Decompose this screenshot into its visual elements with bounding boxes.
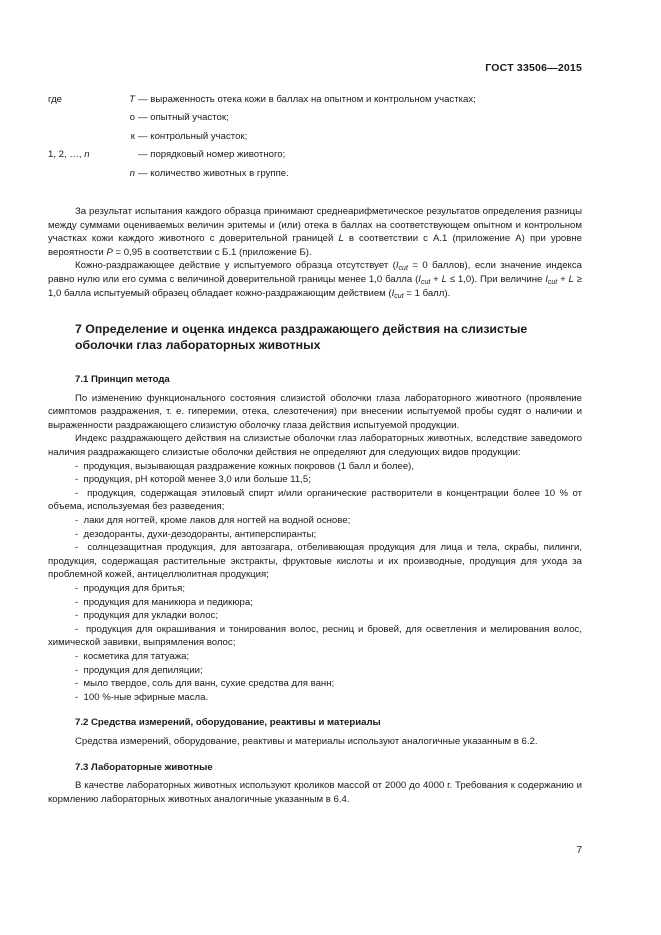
definition-row bbox=[48, 148, 582, 166]
list-item: - мыло твердое, соль для ванн, сухие средства для ванн; bbox=[75, 678, 335, 690]
list-item: - продукция, pH которой менее 3,0 или больше 11,5; bbox=[75, 474, 311, 486]
definition-lead: где bbox=[48, 94, 63, 105]
symbol-l: L bbox=[441, 273, 447, 285]
text-run: = 0,95 в соответствии с Б.1 (приложение Б). bbox=[112, 246, 312, 258]
list-item: - 100 %-ные эфирные масла. bbox=[75, 691, 209, 703]
list-item-text: продукция для бритья; bbox=[83, 583, 185, 595]
list-item: - лаки для ногтей, кроме лаков для ногтей на водной основе; bbox=[75, 515, 351, 527]
definition-symbol: n bbox=[129, 167, 135, 179]
paragraph-principle: По изменению функционального состояния слизистой оболочки глаза лабораторного животного (проявление симптомов раздражения, т. е. гиперемии, отека, слезотечения) при внесении испытуемой пробы судят о наличии и выраженности раздражающего слизистую оболочку глаза действия испытуемой продукции. bbox=[48, 392, 582, 431]
list-item: - солнцезащитная продукция, для автозагара, отбеливающая продукция для лица и тела, скрабы, пилинги, продукция, содержащая растительные экстракты, фруктовые кислоты и их производные, продукция для ухода за проблемной кожей, антицеллюлитная продукция; bbox=[48, 542, 582, 581]
symbol-i: I bbox=[391, 287, 395, 299]
list-item: - дезодоранты, духи-дезодоранты, антиперспиранты; bbox=[75, 528, 317, 540]
list-item-text: продукция, вызывающая раздражение кожных покровов (1 балл и более), bbox=[83, 460, 415, 472]
list-item-text: мыло твердое, соль для ванн, сухие средства для ванн; bbox=[83, 678, 335, 690]
definitions-list bbox=[48, 93, 582, 185]
symbol-i: I bbox=[418, 273, 421, 285]
symbol-i: I bbox=[545, 273, 548, 285]
list-item-text: продукция, pH которой менее 3,0 или больше 11,5; bbox=[83, 474, 311, 486]
list-item: - продукция для окрашивания и тонирования волос, ресниц и бровей, для осветления и мелирования волос, химической завивки, выпрямления волос; bbox=[48, 623, 582, 649]
text-run: + bbox=[557, 273, 569, 285]
page-content bbox=[48, 93, 582, 806]
list-item: - продукция для депиляции; bbox=[75, 664, 203, 676]
definition-text: — контрольный участок; bbox=[138, 130, 248, 142]
subscript-cut: cut bbox=[394, 292, 404, 300]
text-run: в соответствии с А.1 (приложение А) при уровне вероятности bbox=[48, 233, 582, 258]
subsection-7-3-title: 7.3 Лабораторные животные bbox=[75, 761, 213, 773]
symbol-l: L bbox=[568, 273, 574, 285]
paragraph-index-exclusions: Индекс раздражающего действия на слизистые оболочки глаз лабораторных животных, вследствие заведомого наличия раздражающего слизистые оболочки действия не определяют для следующих видов продукции: bbox=[48, 433, 582, 459]
subsection-7-2-title: 7.2 Средства измерений, оборудование, реактивы и материалы bbox=[75, 717, 381, 729]
definition-text: — опытный участок; bbox=[138, 112, 229, 124]
definition-row bbox=[48, 167, 582, 185]
list-item-text: продукция для укладки волос; bbox=[83, 610, 219, 622]
document-header: ГОСТ 33506—2015 bbox=[485, 62, 582, 74]
list-item: - продукция, вызывающая раздражение кожных покровов (1 балл и более), bbox=[75, 460, 415, 472]
paragraph-instruments: Средства измерений, оборудование, реактивы и материалы используют аналогичные указанным в 6.2. bbox=[75, 735, 538, 747]
definition-symbol: T bbox=[129, 94, 135, 105]
definition-symbol: о bbox=[129, 112, 135, 124]
definition-text: — количество животных в группе. bbox=[138, 167, 289, 179]
definition-row bbox=[48, 111, 582, 129]
list-item-text: продукция для окрашивания и тонирования волос, ресниц и бровей, для осветления и мелирования волос, химической завивки, выпрямления волос; bbox=[48, 623, 582, 649]
text-run: + bbox=[430, 273, 442, 285]
definition-text: — порядковый номер животного; bbox=[138, 149, 286, 161]
text-run: ≥ 1,0 балла испытуемый образец обладает кожно-раздражающим действием ( bbox=[48, 273, 583, 299]
list-item-text: продукция, содержащая этиловый спирт и/или органические растворители в концентрации более 10 % от объема, используемая без разведения; bbox=[48, 487, 582, 513]
symbol-l: L bbox=[338, 233, 344, 245]
section-7-title: 7 Определение и оценка индекса раздражающего действия на слизистые оболочки глаз лабораторных животных bbox=[75, 322, 528, 353]
text-run: За результат испытания каждого образца принимают среднеарифметическое результатов определения разницы между суммами оцениваемых величин эритемы и (или) отека в баллах на соответствующем опытном и контрольном участках кожи каждого животного с доверительной границей bbox=[48, 205, 582, 245]
definition-text: — выраженность отека кожи в баллах на опытном и контрольном участках; bbox=[138, 94, 476, 105]
definition-symbol: n bbox=[84, 149, 90, 161]
subscript-cut: cut bbox=[547, 278, 558, 286]
text-run: Кожно-раздражающее действие у испытуемого образца отсутствует ( bbox=[75, 260, 396, 272]
symbol-p: P bbox=[106, 246, 113, 258]
subscript-cut: cut bbox=[420, 278, 431, 286]
list-item: - продукция для маникюра и педикюра; bbox=[75, 596, 253, 608]
list-item: - косметика для татуажа; bbox=[75, 650, 190, 662]
paragraph-result bbox=[48, 205, 582, 259]
text-run: = 0 баллов), если значение индекса равно нулю или его сумма с величиной доверительной границы менее 1,0 балла ( bbox=[48, 260, 582, 285]
definition-symbol: к bbox=[130, 130, 135, 142]
text-run: ≤ 1,0). При величине bbox=[446, 273, 546, 285]
list-item: - продукция, содержащая этиловый спирт и/или органические растворители в концентрации более 10 % от объема, используемая без разведения; bbox=[48, 487, 582, 513]
list-item-text: продукция для депиляции; bbox=[83, 664, 203, 676]
list-item-text: солнцезащитная продукция, для автозагара, отбеливающая продукция для лица и тела, скрабы, пилинги, продукция, содержащая растительные экстракты, фруктовые кислоты и их производные, продукция для ухода за проблемной кожей, антицеллюлитная продукция; bbox=[48, 542, 582, 581]
list-item-text: 100 %-ные эфирные масла. bbox=[83, 691, 209, 703]
list-item-text: дезодоранты, духи-дезодоранты, антиперспиранты; bbox=[83, 528, 317, 540]
list-item-text: лаки для ногтей, кроме лаков для ногтей на водной основе; bbox=[83, 515, 351, 527]
subsection-7-1-title: 7.1 Принцип метода bbox=[75, 374, 170, 386]
page-number: 7 bbox=[576, 845, 582, 856]
list-item: - продукция для укладки волос; bbox=[75, 610, 219, 622]
paragraph-irritation-absent bbox=[48, 259, 582, 300]
exclusions-list bbox=[48, 460, 582, 705]
symbol-i: I bbox=[395, 260, 399, 272]
list-item-text: косметика для татуажа; bbox=[83, 650, 190, 662]
definition-symbol-prefix: 1, 2, …, bbox=[48, 149, 85, 161]
paragraph-animals: В качестве лабораторных животных используют кроликов массой от 2000 до 4000 г. Требования к содержанию и кормлению лабораторных животных аналогичные указанным в 6.4. bbox=[48, 780, 582, 805]
definition-row bbox=[48, 93, 582, 111]
list-item-text: продукция для маникюра и педикюра; bbox=[83, 596, 253, 608]
definition-symbol-group bbox=[48, 148, 138, 162]
subscript-cut: cut bbox=[398, 265, 408, 273]
list-item: - продукция для бритья; bbox=[75, 583, 185, 595]
text-run: = 1 балл). bbox=[403, 287, 451, 299]
definition-row bbox=[48, 130, 582, 148]
